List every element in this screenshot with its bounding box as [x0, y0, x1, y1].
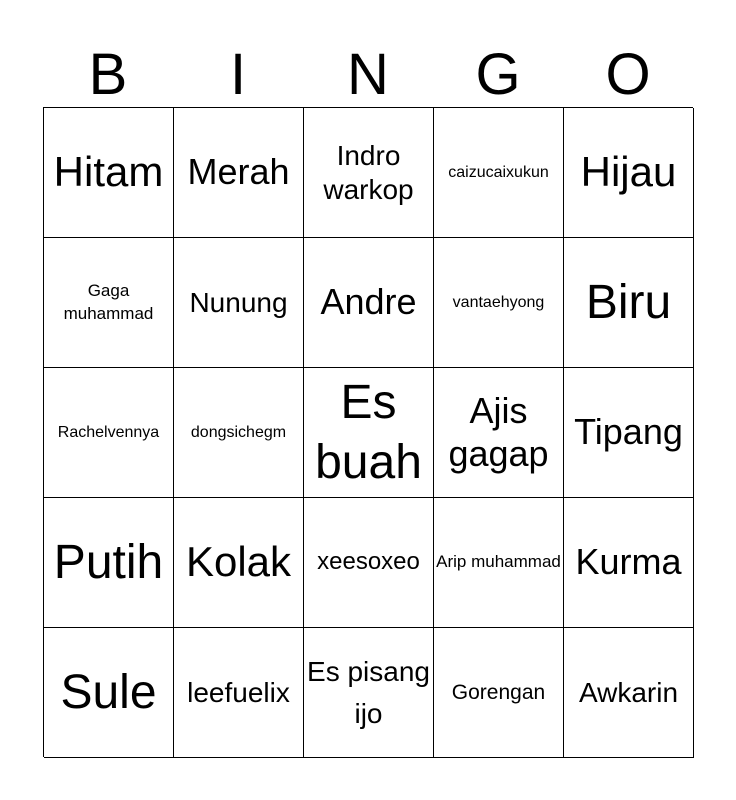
bingo-cell[interactable] [304, 628, 434, 758]
cell-text: Gorengan [451, 680, 546, 704]
bingo-cell[interactable] [304, 108, 434, 238]
bingo-cell[interactable] [174, 108, 304, 238]
bingo-board [43, 107, 693, 757]
bingo-cell[interactable] [44, 368, 174, 498]
bingo-cell[interactable] [174, 628, 304, 758]
cell-text: leefuelix [187, 676, 290, 708]
cell-text: Hitam [53, 148, 164, 196]
bingo-cell[interactable] [564, 238, 694, 368]
cell-text: Indro warkop [323, 139, 414, 205]
header-letter-b: B [88, 42, 128, 107]
bingo-cell[interactable] [304, 238, 434, 368]
cell-text: Putih [53, 535, 164, 589]
cell-text: Tipang [574, 411, 683, 453]
cell-text: Awkarin [578, 676, 679, 708]
cell-text: Hijau [580, 148, 677, 196]
cell-text: Nunung [189, 286, 288, 318]
bingo-header [43, 42, 693, 108]
header-letter-g: G [475, 42, 521, 107]
bingo-cell[interactable] [44, 238, 174, 368]
cell-text: Merah [187, 151, 290, 193]
cell-text: Biru [585, 275, 672, 329]
cell-text: dongsichegm [190, 423, 287, 441]
bingo-cell[interactable] [434, 498, 564, 628]
bingo-cell[interactable] [44, 628, 174, 758]
bingo-cell[interactable] [44, 108, 174, 238]
bingo-cell[interactable] [434, 368, 564, 498]
cell-text: Sule [60, 665, 157, 719]
cell-text: Gaga muhammad [63, 281, 154, 323]
bingo-cell[interactable] [174, 368, 304, 498]
bingo-cell[interactable] [434, 108, 564, 238]
header-letter-n: N [347, 42, 389, 107]
cell-text: vantaehyong [452, 293, 545, 311]
cell-text: Ajis gagap [448, 390, 549, 474]
bingo-cell[interactable] [174, 238, 304, 368]
bingo-cell[interactable] [564, 628, 694, 758]
cell-text: Es buah [315, 375, 422, 489]
cell-text: Kolak [185, 538, 292, 586]
cell-text: xeesoxeo [317, 548, 420, 576]
bingo-cell[interactable] [434, 238, 564, 368]
bingo-cell[interactable] [174, 498, 304, 628]
bingo-cell[interactable] [564, 108, 694, 238]
bingo-cell[interactable] [44, 498, 174, 628]
cell-text: caizucaixukun [448, 163, 549, 181]
bingo-cell[interactable] [564, 498, 694, 628]
header-letter-o: O [605, 42, 651, 107]
bingo-cell[interactable] [304, 498, 434, 628]
bingo-cell[interactable] [564, 368, 694, 498]
header-letter-i: I [229, 42, 247, 107]
cell-text: Es pisang ijo [307, 656, 430, 729]
cell-text: Arip muhammad [436, 552, 561, 572]
bingo-cell[interactable] [434, 628, 564, 758]
cell-text: Andre [320, 281, 417, 323]
cell-text: Kurma [575, 541, 682, 583]
cell-text: Rachelvennya [57, 423, 160, 441]
bingo-cell[interactable] [304, 368, 434, 498]
